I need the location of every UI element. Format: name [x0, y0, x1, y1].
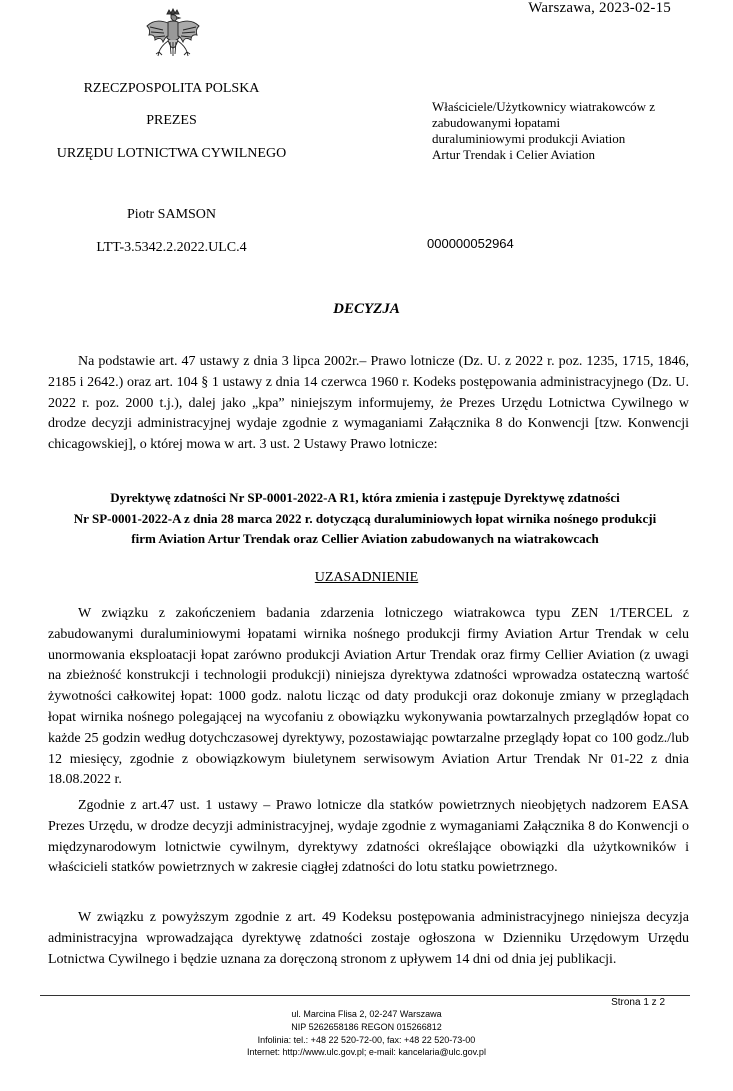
recipient-line: duraluminiowymi produkcji Aviation [432, 131, 626, 146]
footer-ids: NIP 5262658186 REGON 015266812 [291, 1021, 442, 1032]
subject-line: Dyrektywę zdatności Nr SP-0001-2022-A R1, która zmienia i zastępuje Dyrektywę zdatności [110, 490, 620, 505]
recipient-block [432, 99, 692, 163]
sender-country: RZECZPOSPOLITA POLSKA [83, 81, 260, 96]
subject-line: firm Aviation Artur Trendak oraz Cellier Aviation zabudowanych na wiatrakowcach [131, 531, 599, 546]
sender-title: PREZES [146, 113, 197, 128]
document-number: 000000052964 [427, 236, 514, 251]
place-date: Warszawa, 2023-02-15 [528, 0, 671, 16]
legal-basis-paragraph [48, 352, 689, 456]
sender-office: URZĘDU LOTNICTWA CYWILNEGO [56, 146, 287, 161]
justification-paragraph [48, 796, 689, 879]
sender-person: Piotr SAMSON [126, 207, 217, 222]
footer-divider [40, 995, 690, 996]
recipient-line: Właściciele/Użytkownicy wiatrakowców z [432, 99, 656, 114]
footer-address: ul. Marcina Flisa 2, 02-247 Warszawa [291, 1009, 442, 1019]
recipient-line: Artur Trendak i Celier Aviation [432, 147, 595, 162]
paragraph-text: Zgodnie z art.47 ust. 1 ustawy – Prawo lotnicze dla statków powietrznych nieobjętych nadzorem EASA Prezes Urzędu, w drodze decyzji administracyjnej, wydaje zgodnie z wymaganiami Załącznika 8 do Konwencji o międzynarodowym lotnictwie cywilnym, dyrektywy zdatności określające obowiązki dla użytkowników i właścicieli statków powietrznych w zakresie ciągłej zdatności do lotu statku powietrznego. [48, 798, 689, 876]
justification-paragraph [48, 908, 689, 970]
document-title: DECYZJA [333, 301, 400, 317]
case-reference: LTT-3.5342.2.2022.ULC.4 [96, 240, 247, 255]
paragraph-text: W związku z powyższym zgodnie z art. 49 Kodeksu postępowania administracyjnego niniejsza decyzja administracyjna wprowadzająca dyrektywę zdatności zostaje ogłoszona w Dzienniku Urzędowym Urzędu Lotnictwa Cywilnego i będzie uznana za doręczoną stronom z upływem 14 dni od dnia jej publikacji. [48, 910, 689, 967]
polish-eagle-emblem-icon [141, 8, 205, 68]
footer-web: Internet: http://www.ulc.gov.pl; e-mail: kancelaria@ulc.gov.pl [247, 1047, 486, 1058]
decision-subject [40, 488, 690, 550]
justification-heading: UZASADNIENIE [314, 570, 419, 585]
justification-paragraph [48, 604, 689, 791]
footer [0, 1008, 733, 1059]
paragraph-text: W związku z zakończeniem badania zdarzenia lotniczego wiatrakowca typu ZEN 1/TERCEL z zabudowanymi duraluminiowymi łopatami wirnika nośnego produkcji firmy Aviation Artur Trendak w celu unormowania eksploatacji łopat zarówno produkcji Aviation Artur Trendak oraz firmy Cellier Aviation (z uwagi na zbieżność konstrukcji i technologii produkcji) niniejsza dyrektywa zdatności wprowadza ostateczną wartość żywotności całkowitej łopat: 1000 godz. nalotu licząc od daty produkcji oraz dokonuje zmiany w przeglądach łopat wirnika nośnego polegającej na wycofaniu z obowiązku wykonywania powtarzalnych przeglądów łopat co każde 25 godzin według dotychczasowej dyrektywy, pozostawiając powtarzalne przeglądy łopat co 100 godz./lub 12 miesięcy, zgodnie z obowiązkowym biuletynem serwisowym Aviation Artur Trendak Nr 01-22 z dnia 18.08.2022 r. [48, 606, 689, 788]
page-number: Strona 1 z 2 [611, 997, 665, 1008]
paragraph-text: Na podstawie art. 47 ustawy z dnia 3 lipca 2002r.– Prawo lotnicze (Dz. U. z 2022 r. poz. 1235, 1715, 1846, 2185 i 2642.) oraz art. 104 § 1 ustawy z dnia 14 czerwca 1960 r. Kodeks postępowania administracyjnego (Dz. U. 2022 r. poz. 2000 t.j.), dalej jako „kpa” niniejszym informujemy, że Prezes Urzędu Lotnictwa Cywilnego w drodze decyzji administracyjnej wydaje zgodnie z wymaganiami Załącznika 8 do Konwencji [tzw. Konwencji chicagowskiej], o której mowa w art. 3 ust. 2 Ustawy Prawo lotnicze: [48, 354, 689, 453]
subject-line: Nr SP-0001-2022-A z dnia 28 marca 2022 r. dotyczącą duraluminiowych łopat wirnika nośnego produkcji [73, 510, 657, 526]
footer-phones: Infolinia: tel.: +48 22 520-72-00, fax: +48 22 520-73-00 [257, 1034, 476, 1045]
recipient-line: zabudowanymi łopatami [432, 115, 561, 130]
